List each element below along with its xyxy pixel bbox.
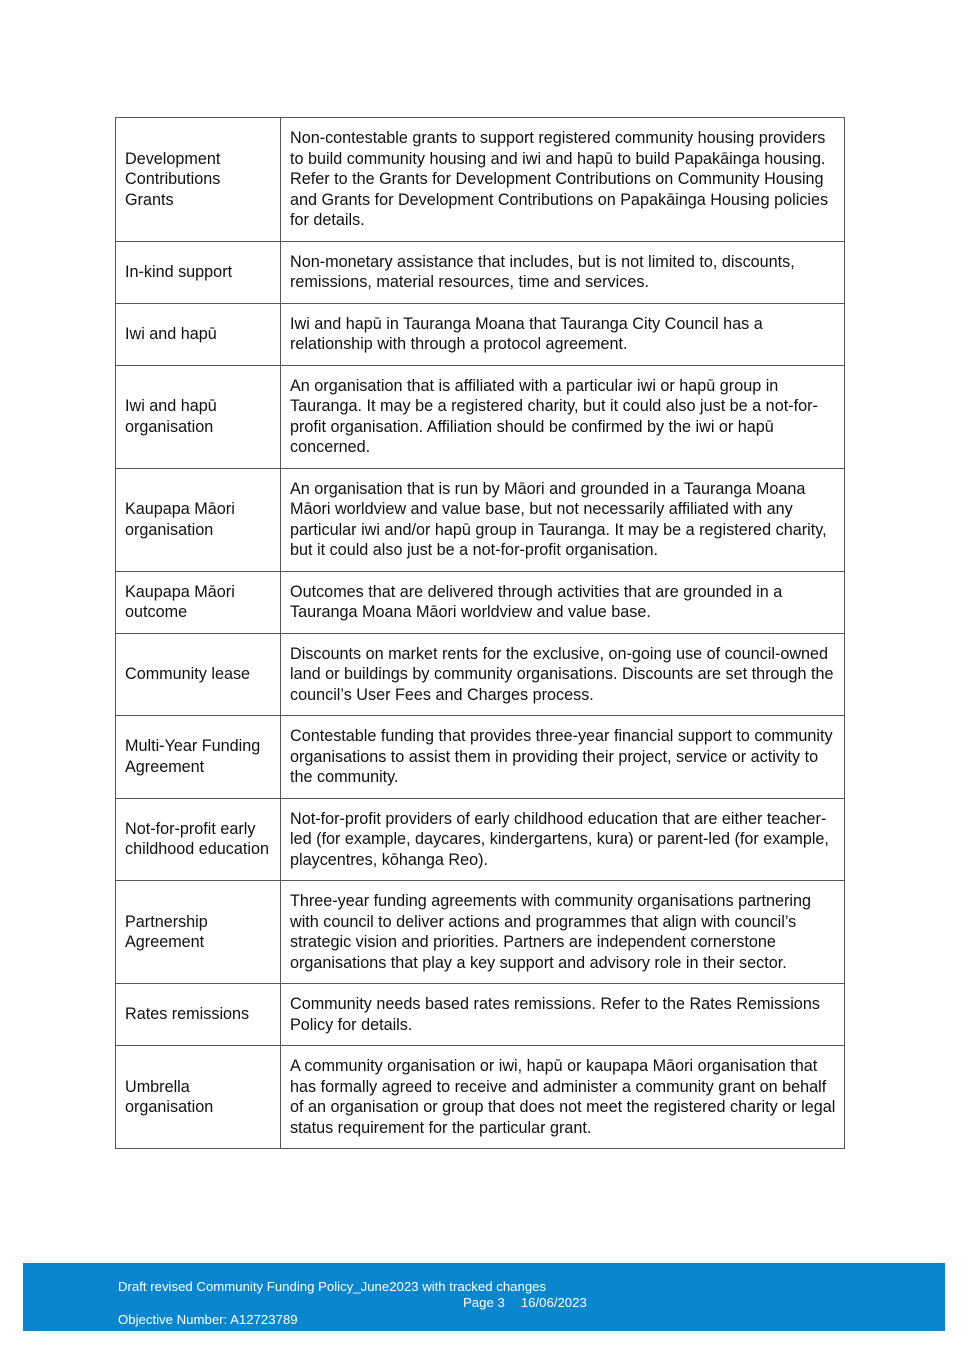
table-row <box>116 881 845 984</box>
definition-cell: Three-year funding agreements with community organisations partnering with council to deliver actions and programmes that align with council’s strategic vision and priorities. Partners are independent cornerstone organisations that play a key support and advisory role in their sector. <box>281 881 845 984</box>
term-cell: Not-for-profit early childhood education <box>116 798 281 881</box>
term-cell: Community lease <box>116 633 281 716</box>
footer-page-info <box>463 1295 587 1311</box>
term-cell: Rates remissions <box>116 984 281 1046</box>
definition-cell: Not-for-profit providers of early childhood education that are either teacher-led (for example, daycares, kindergartens, kura) or parent-led (for example, playcentres, kōhanga Reo). <box>281 798 845 881</box>
term-cell: Kaupapa Māori outcome <box>116 571 281 633</box>
table-row <box>116 798 845 881</box>
definition-cell: A community organisation or iwi, hapū or kaupapa Māori organisation that has formally agreed to receive and administer a community grant on behalf of an organisation or group that does not meet the registered charity or legal status requirement for the particular grant. <box>281 1046 845 1149</box>
term-cell: Iwi and hapū <box>116 303 281 365</box>
definition-cell: Iwi and hapū in Tauranga Moana that Tauranga City Council has a relationship with through a protocol agreement. <box>281 303 845 365</box>
table-row <box>116 241 845 303</box>
table-row <box>116 118 845 242</box>
table-row <box>116 468 845 571</box>
definition-cell: Contestable funding that provides three-year financial support to community organisations to assist them in providing their project, service or activity to the community. <box>281 716 845 799</box>
table-row <box>116 303 845 365</box>
table-row <box>116 984 845 1046</box>
footer-document-title: Draft revised Community Funding Policy_June2023 with tracked changes <box>118 1279 547 1294</box>
footer-objective-number: Objective Number: A12723789 <box>118 1312 298 1327</box>
definition-cell: Outcomes that are delivered through activities that are grounded in a Tauranga Moana Māori worldview and value base. <box>281 571 845 633</box>
term-cell: Iwi and hapū organisation <box>116 365 281 468</box>
table-row <box>116 633 845 716</box>
term-cell: In-kind support <box>116 241 281 303</box>
definition-cell: Community needs based rates remissions. Refer to the Rates Remissions Policy for details. <box>281 984 845 1046</box>
term-cell: Development Contributions Grants <box>116 118 281 242</box>
definition-cell: Non-contestable grants to support registered community housing providers to build community housing and iwi and hapū to build Papakāinga housing. Refer to the Grants for Development Contributions on Community Housing and Grants for Development Contributions on Papakāinga Housing policies for details. <box>281 118 845 242</box>
footer-date: 16/06/2023 <box>520 1295 587 1310</box>
page-footer <box>23 1263 945 1331</box>
term-cell: Multi-Year Funding Agreement <box>116 716 281 799</box>
definition-cell: An organisation that is affiliated with a particular iwi or hapū group in Tauranga. It may be a registered charity, but it could also just be a not-for-profit organisation. Affiliation should be confirmed by the iwi or hapū concerned. <box>281 365 845 468</box>
definition-cell: An organisation that is run by Māori and grounded in a Tauranga Moana Māori worldview and value base, but not necessarily affiliated with any particular iwi and/or hapū group in Tauranga. It may be a registered charity, but it could also just be a not-for-profit organisation. <box>281 468 845 571</box>
table-row <box>116 571 845 633</box>
footer-page-number: Page 3 <box>463 1295 505 1310</box>
term-cell: Partnership Agreement <box>116 881 281 984</box>
definition-cell: Discounts on market rents for the exclusive, on-going use of council-owned land or buildings by community organisations. Discounts are set through the council’s User Fees and Charges process. <box>281 633 845 716</box>
definition-cell: Non-monetary assistance that includes, but is not limited to, discounts, remissions, material resources, time and services. <box>281 241 845 303</box>
table-row <box>116 716 845 799</box>
term-cell: Umbrella organisation <box>116 1046 281 1149</box>
table-row <box>116 1046 845 1149</box>
term-cell: Kaupapa Māori organisation <box>116 468 281 571</box>
definitions-table <box>115 117 845 1149</box>
table-row <box>116 365 845 468</box>
